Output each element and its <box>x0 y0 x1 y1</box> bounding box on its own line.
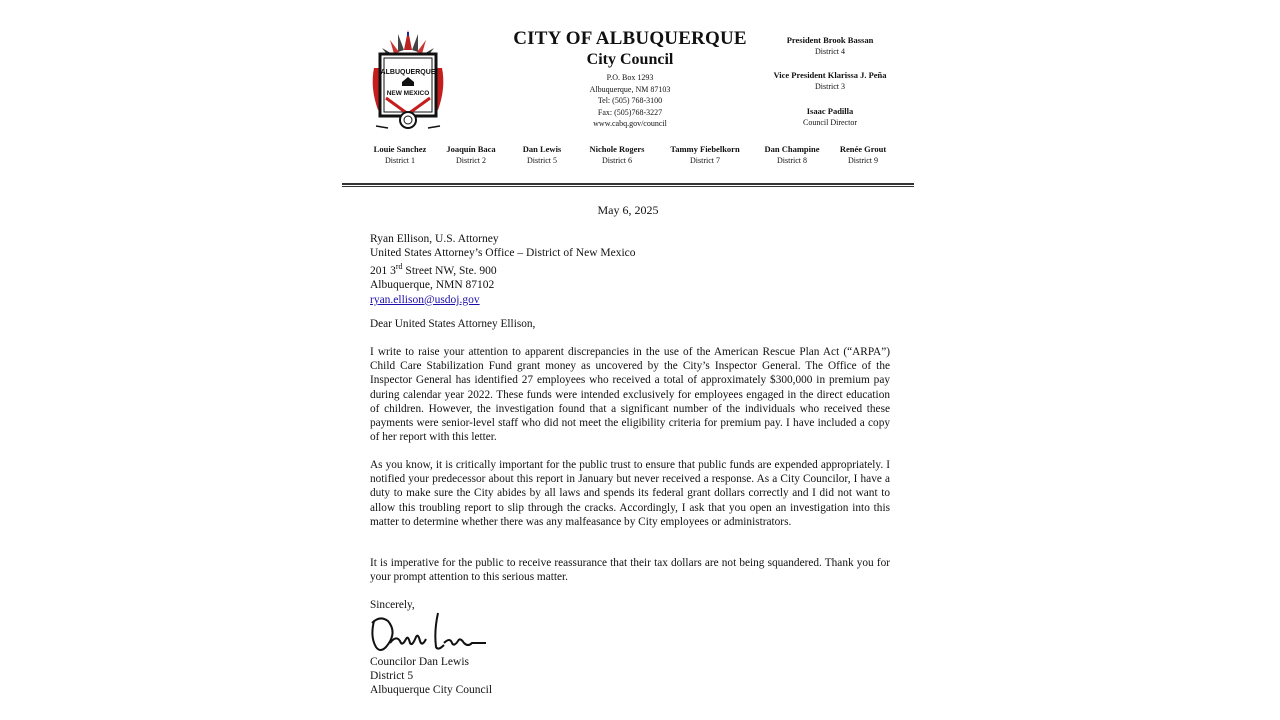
member-name: Dan Lewis <box>522 144 562 154</box>
letterhead-title: CITY OF ALBUQUERQUE <box>513 28 747 49</box>
letterhead-address <box>470 72 790 130</box>
member-name: Louie Sanchez <box>373 144 427 154</box>
member-district: District 1 <box>385 156 415 165</box>
member-district-2 <box>434 144 508 166</box>
officer-role: Council Director <box>803 118 857 127</box>
member-name: Dan Champine <box>764 144 820 154</box>
letterhead-subtitle: City Council <box>586 51 674 68</box>
member-district: District 6 <box>602 156 632 165</box>
address-line: Tel: (505) 768-3100 <box>597 96 663 106</box>
officer-director <box>745 106 915 128</box>
officer-name: Vice President Klarissa J. Peña <box>773 70 887 80</box>
address-line: Fax: (505)768-3227 <box>597 107 663 117</box>
member-name: Nichole Rogers <box>589 144 645 154</box>
salutation: Dear United States Attorney Ellison, <box>370 318 536 330</box>
recipient-office: United States Attorney’s Office – District of New Mexico <box>370 247 636 260</box>
member-district-7 <box>655 144 755 166</box>
member-district-5 <box>506 144 578 166</box>
letter-date: May 6, 2025 <box>597 203 659 217</box>
header-divider-thin <box>342 186 914 187</box>
officer-name: Isaac Padilla <box>806 106 854 116</box>
officer-role: District 3 <box>815 82 845 91</box>
member-district-1 <box>360 144 440 166</box>
recipient-address <box>370 232 636 307</box>
body-paragraph-1: I write to raise your attention to apparent discrepancies in the use of the American Rescue Plan Act (“ARPA”) Child Care Stabilization Fund grant money as uncovered by the City’s Inspector General. The Office of the Inspector General has identified 27 employees who received a total of approximately $300,000 in premium pay during calendar year 2022. These funds were intended exclusively for employees engaged in the direct education of children. However, the investigation found that a significant number of the individuals who received these payments were senior-level staff who did not meet the eligibility criteria for premium pay. I have included a copy of her report with this letter. <box>370 346 890 444</box>
recipient-street: 201 3rd Street NW, Ste. 900 <box>370 262 497 278</box>
recipient-name: Ryan Ellison, U.S. Attorney <box>370 233 499 245</box>
member-name: Tammy Fiebelkorn <box>670 144 740 154</box>
address-line: www.cabq.gov/council <box>593 119 667 129</box>
member-district-9 <box>828 144 898 166</box>
member-name: Joaquín Baca <box>446 144 496 154</box>
header-divider <box>342 183 914 185</box>
recipient-email-link[interactable]: ryan.ellison@usdoj.gov <box>370 293 480 306</box>
officer-vice-president <box>745 70 915 92</box>
officer-role: District 4 <box>815 47 845 56</box>
address-line: Albuquerque, NM 87103 <box>589 84 671 94</box>
member-district: District 7 <box>690 156 720 165</box>
signer-organization: Albuquerque City Council <box>370 684 493 696</box>
recipient-city: Albuquerque, NMN 87102 <box>370 279 495 292</box>
member-district-6 <box>575 144 659 166</box>
member-district: District 8 <box>777 156 807 165</box>
logo-text-top: ALBUQUERQUE <box>380 69 436 76</box>
logo-text-bottom: NEW MEXICO <box>386 90 430 97</box>
address-line: P.O. Box 1293 <box>606 73 654 82</box>
member-name: Renée Grout <box>839 144 887 154</box>
member-district: District 9 <box>848 156 878 165</box>
member-district: District 5 <box>527 156 557 165</box>
officer-name: President Brook Bassan <box>786 35 874 45</box>
officer-president <box>745 35 915 57</box>
member-district: District 2 <box>456 156 486 165</box>
signer-district: District 5 <box>370 670 414 682</box>
body-paragraph-2: As you know, it is critically important for the public trust to ensure that public funds are expended appropriately. I notified your predecessor about this report in January but never received a response. As a City Councilor, I have a duty to make sure the City abides by all laws and spends its federal grant dollars correctly and I did not want to allow this troubling report to slip through the cracks. Accordingly, I ask that you open an investigation into this matter to determine whether there was any malfeasance by City employees or administrators. <box>370 459 890 528</box>
member-district-8 <box>750 144 834 166</box>
body-paragraph-3: It is imperative for the public to receive reassurance that their tax dollars are not being squandered. Thank you for your prompt attention to this serious matter. <box>370 557 890 584</box>
signature-image <box>368 607 488 655</box>
closing: Sincerely, <box>370 599 415 611</box>
city-seal-logo <box>368 28 448 130</box>
signer-name: Councilor Dan Lewis <box>370 656 470 668</box>
signer-block <box>370 655 492 697</box>
